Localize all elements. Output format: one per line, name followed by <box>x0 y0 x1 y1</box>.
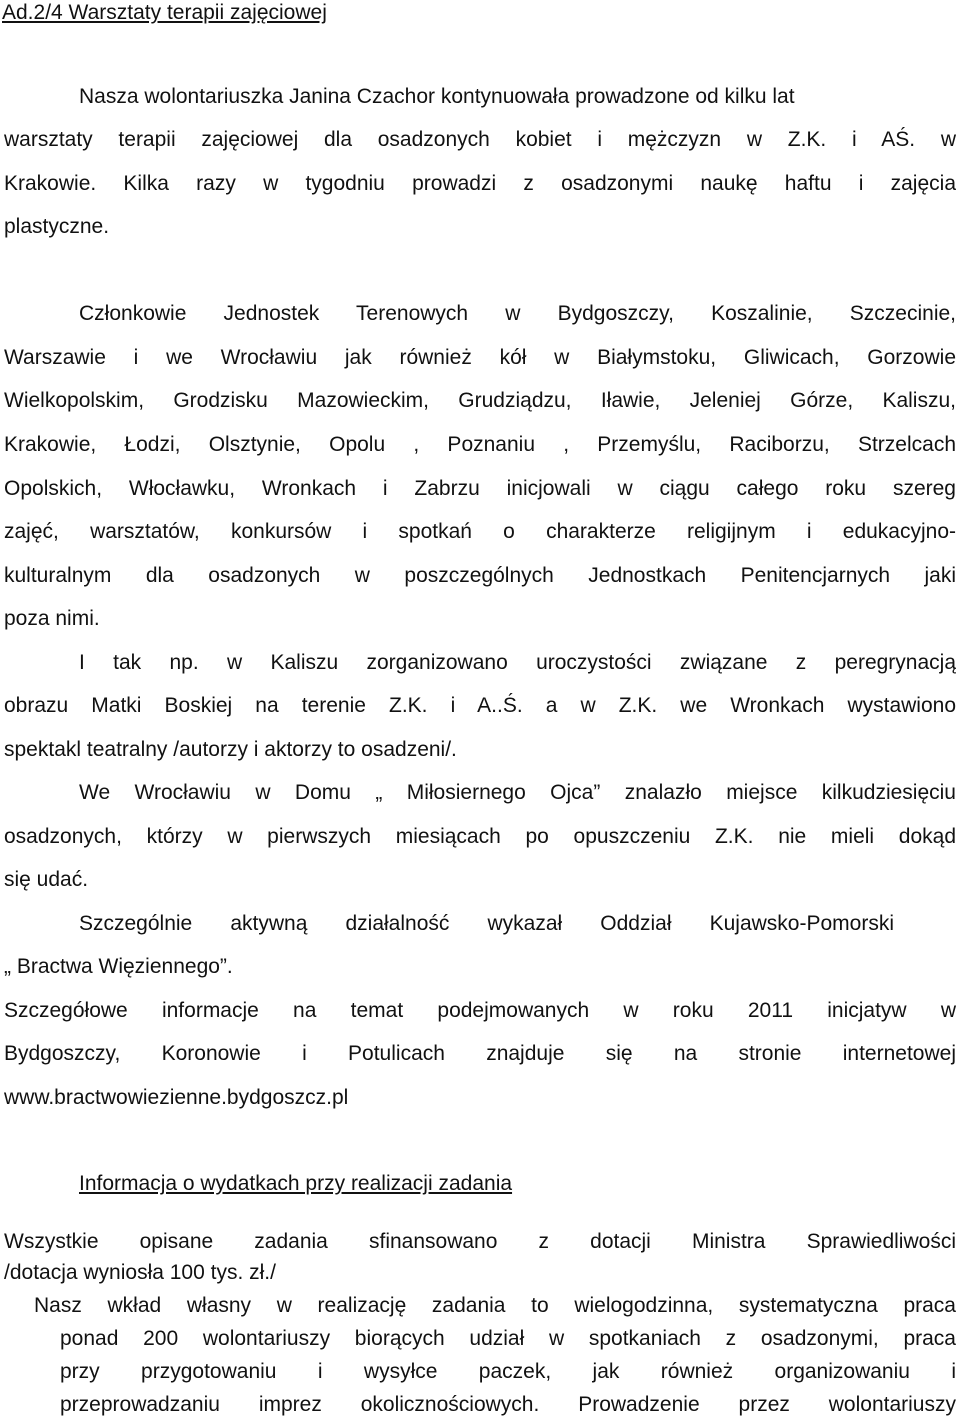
paragraph-line: Krakowie, Łodzi, Olsztynie, Opolu , Poznaniu , Przemyślu, Raciborzu, Strzelcach <box>4 433 956 456</box>
paragraph-line: kulturalnym dla osadzonych w poszczególnych Jednostkach Penitencjarnych jaki <box>4 564 956 587</box>
section-heading: Ad.2/4 Warsztaty terapii zajęciowej <box>2 1 327 24</box>
paragraph-line: zajęć, warsztatów, konkursów i spotkań o charakterze religijnym i edukacyjno- <box>4 520 956 543</box>
paragraph-line: spektakl teatralny /autorzy i aktorzy to osadzeni/. <box>4 738 457 761</box>
paragraph-line: Członkowie Jednostek Terenowych w Bydgoszczy, Koszalinie, Szczecinie, <box>79 302 956 325</box>
paragraph-line: Szczególnie aktywną działalność wykazał Oddział Kujawsko-Pomorski <box>79 912 894 935</box>
paragraph-line: /dotacja wyniosła 100 tys. zł./ <box>4 1261 276 1284</box>
paragraph-line: Bydgoszczy, Koronowie i Potulicach znajduje się na stronie internetowej <box>4 1042 956 1065</box>
paragraph-line: We Wrocławiu w Domu „ Miłosiernego Ojca” znalazło miejsce kilkudziesięciu <box>79 781 956 804</box>
paragraph-line: Wielkopolskim, Grodzisku Mazowieckim, Grudziądzu, Iławie, Jeleniej Górze, Kaliszu, <box>4 389 956 412</box>
paragraph-line: obrazu Matki Boskiej na terenie Z.K. i A..Ś. a w Z.K. we Wronkach wystawiono <box>4 694 956 717</box>
paragraph-line: Szczegółowe informacje na temat podejmowanych w roku 2011 inicjatyw w <box>4 999 956 1022</box>
paragraph-line: Krakowie. Kilka razy w tygodniu prowadzi z osadzonymi naukę haftu i zajęcia <box>4 172 956 195</box>
paragraph-line: Wszystkie opisane zadania sfinansowano z dotacji Ministra Sprawiedliwości <box>4 1230 956 1253</box>
website-url: www.bractwowiezienne.bydgoszcz.pl <box>4 1086 349 1109</box>
paragraph-line: Nasz wkład własny w realizację zadania to wielogodzinna, systematyczna praca <box>34 1294 956 1317</box>
paragraph-line: przy przygotowaniu i wysyłce paczek, jak również organizowaniu i <box>60 1360 956 1383</box>
paragraph-line: przeprowadzaniu imprez okolicznościowych. Prowadzenie przez wolontariuszy <box>60 1393 956 1416</box>
paragraph-line: osadzonych, którzy w pierwszych miesiącach po opuszczeniu Z.K. nie mieli dokąd <box>4 825 956 848</box>
paragraph-line: się udać. <box>4 868 89 891</box>
paragraph-line: I tak np. w Kaliszu zorganizowano uroczystości związane z peregrynacją <box>79 651 956 674</box>
paragraph-line: „ Bractwa Więziennego”. <box>4 955 233 978</box>
paragraph-line: warsztaty terapii zajęciowej dla osadzonych kobiet i mężczyzn w Z.K. i AŚ. w <box>4 128 956 151</box>
paragraph-line: ponad 200 wolontariuszy biorących udział w spotkaniach z osadzonymi, praca <box>60 1327 956 1350</box>
paragraph-line: Warszawie i we Wrocławiu jak również kół w Białymstoku, Gliwicach, Gorzowie <box>4 346 956 369</box>
paragraph-line: plastyczne. <box>4 215 110 238</box>
paragraph-line: Nasza wolontariuszka Janina Czachor kontynuowała prowadzone od kilku lat <box>79 85 795 108</box>
paragraph-line: Opolskich, Włocławku, Wronkach i Zabrzu inicjowali w ciągu całego roku szereg <box>4 477 956 500</box>
paragraph-line: poza nimi. <box>4 607 100 630</box>
section-title: Informacja o wydatkach przy realizacji zadania <box>79 1172 513 1195</box>
